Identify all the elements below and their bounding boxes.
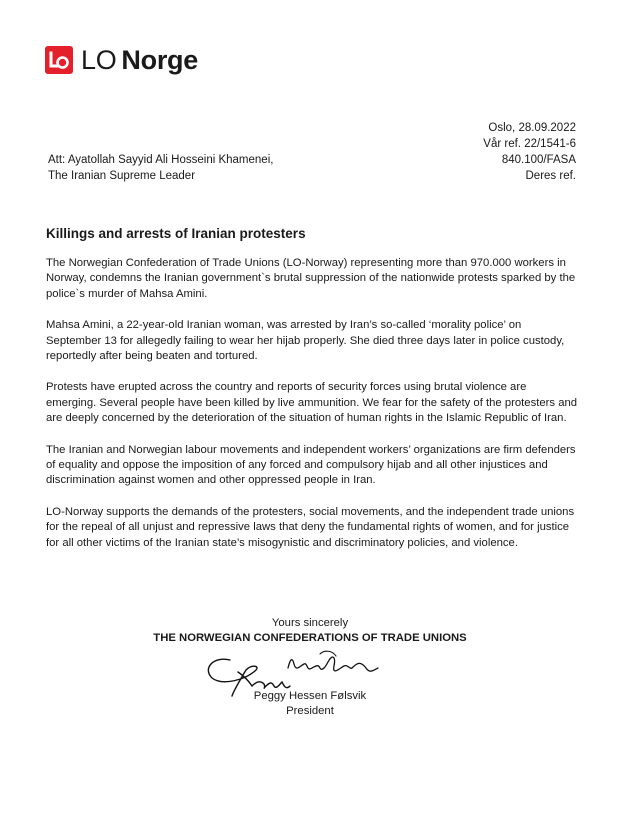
organization-name: THE NORWEGIAN CONFEDERATIONS OF TRADE UNIONS [153,632,467,644]
lo-logo-icon [45,46,73,74]
our-reference: Vår ref. 22/1541-6 [483,138,576,150]
recipient-line-1: Att: Ayatollah Sayyid Ali Hosseini Khamenei, [48,154,274,166]
signer-role: President [286,705,334,717]
closing-block [0,616,620,646]
paragraph: The Norwegian Confederation of Trade Unions (LO-Norway) representing more than 970.000 workers in Norway, condemns the Iranian government`s brutal suppression of the nationwide protests sparked by the police`s murder of Mahsa Amini. [46,257,576,300]
logo-wordmark [81,45,198,75]
letter-title: Killings and arrests of Iranian protesters [46,226,306,241]
lo-norge-logo [45,45,198,75]
paragraph: Mahsa Amini, a 22-year-old Iranian woman, was arrested by Iran’s so-called ‘morality police’ on September 13 for allegedly failing to wear her hijab properly. She died three days later in police custody, reportedly after being beaten and tortured. [46,319,565,363]
archive-code: 840.100/FASA [501,154,576,166]
paragraph: LO-Norway supports the demands of the protesters, social movements, and the independent trade unions for the repeal of all unjust and repressive laws that deny the fundamental rights of women, and for justice for all other victims of the Iranian state’s misogynistic and discriminatory policies, and violence. [46,505,575,549]
signer-name: Peggy Hessen Følsvik [253,690,367,702]
place-date: Oslo, 28.09.2022 [488,122,576,134]
salutation: Yours sincerely [271,617,349,629]
recipient-block [48,152,273,184]
signer-block [230,689,390,719]
logo-lo: LO [81,45,117,75]
paragraph: Protests have erupted across the country and reports of security forces using brutal violence are emerging. Several people have been killed by live ammunition. We fear for the safety of the protesters and are deeply concerned by the deterioration of the situation of human rights in the Islamic Republic of Iran. [46,381,578,425]
letter-meta [483,120,576,184]
your-reference: Deres ref. [525,170,576,182]
logo-norge: Norge [121,45,198,75]
letter-body [46,256,578,567]
recipient-line-2: The Iranian Supreme Leader [48,170,196,182]
paragraph: The Iranian and Norwegian labour movements and independent workers’ organizations are firm defenders of equality and oppose the imposition of any forced and compulsory hijab and all other injustices and discrimination against women and other oppressed people in Iran. [46,443,576,487]
